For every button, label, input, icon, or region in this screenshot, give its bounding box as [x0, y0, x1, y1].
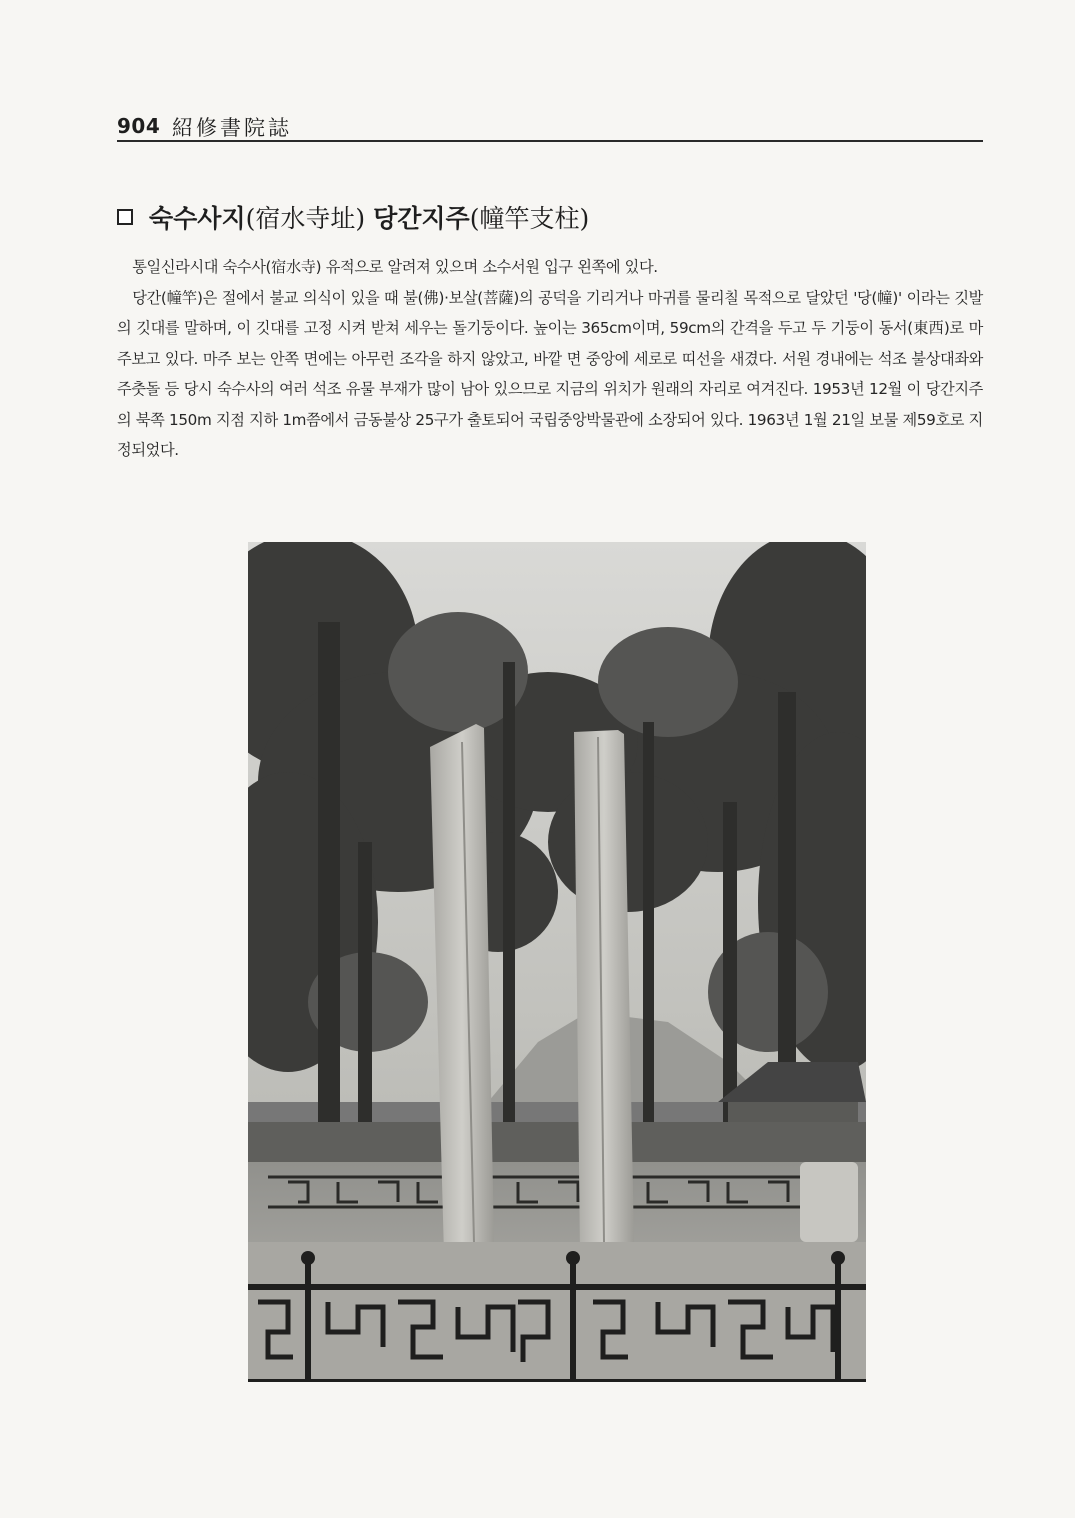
heading-hanja-name: (宿水寺址): [245, 204, 374, 233]
book-title: 紹修書院誌: [172, 116, 292, 140]
heading-hanja-subject: (幢竿支柱): [469, 204, 590, 233]
page-number: 904: [117, 114, 161, 138]
square-bullet-icon: [117, 209, 133, 225]
page-header: [117, 112, 983, 142]
paragraph-intro: 통일신라시대 숙수사(宿水寺) 유적으로 알려져 있으며 소수서원 입구 왼쪽에 있다.: [132, 258, 658, 276]
section-heading: [117, 200, 589, 234]
heading-korean-name: 숙수사지: [149, 204, 246, 233]
flagpole-supports-photo: [248, 542, 866, 1382]
body-text: [117, 252, 983, 466]
heading-korean-subject: 당간지주: [373, 204, 470, 233]
paragraph-description: 당간(幢竿)은 절에서 불교 의식이 있을 때 불(佛)·보살(菩薩)의 공덕을 기리거나 마귀를 물리칠 목적으로 달았던 '당(幢)' 이라는 깃발의 깃대를 말하며, 이 깃대를 고정 시켜 받쳐 세우는 돌기둥이다. 높이는 365cm이며, 59cm의 간격을 두고 두 기둥이 동서(東西)로 마주보고 있다. 마주 보는 안쪽 면에는 아무런 조각을 하지 않았고, 바깥 면 중앙에 세로로 띠선을 새겼다. 서원 경내에는 석조 불상대좌와 주춧돌 등 당시 숙수사의 여러 석조 유물 부재가 많이 남아 있으므로 지금의 위치가 원래의 자리로 여겨진다. 1953년 12월 이 당간지주의 북쪽 150m 지점 지하 1m쯤에서 금동불상 25구가 출토되어 국립중앙박물관에 소장되어 있다. 1963년 1월 21일 보물 제59호로 지정되었다.: [117, 288, 983, 459]
